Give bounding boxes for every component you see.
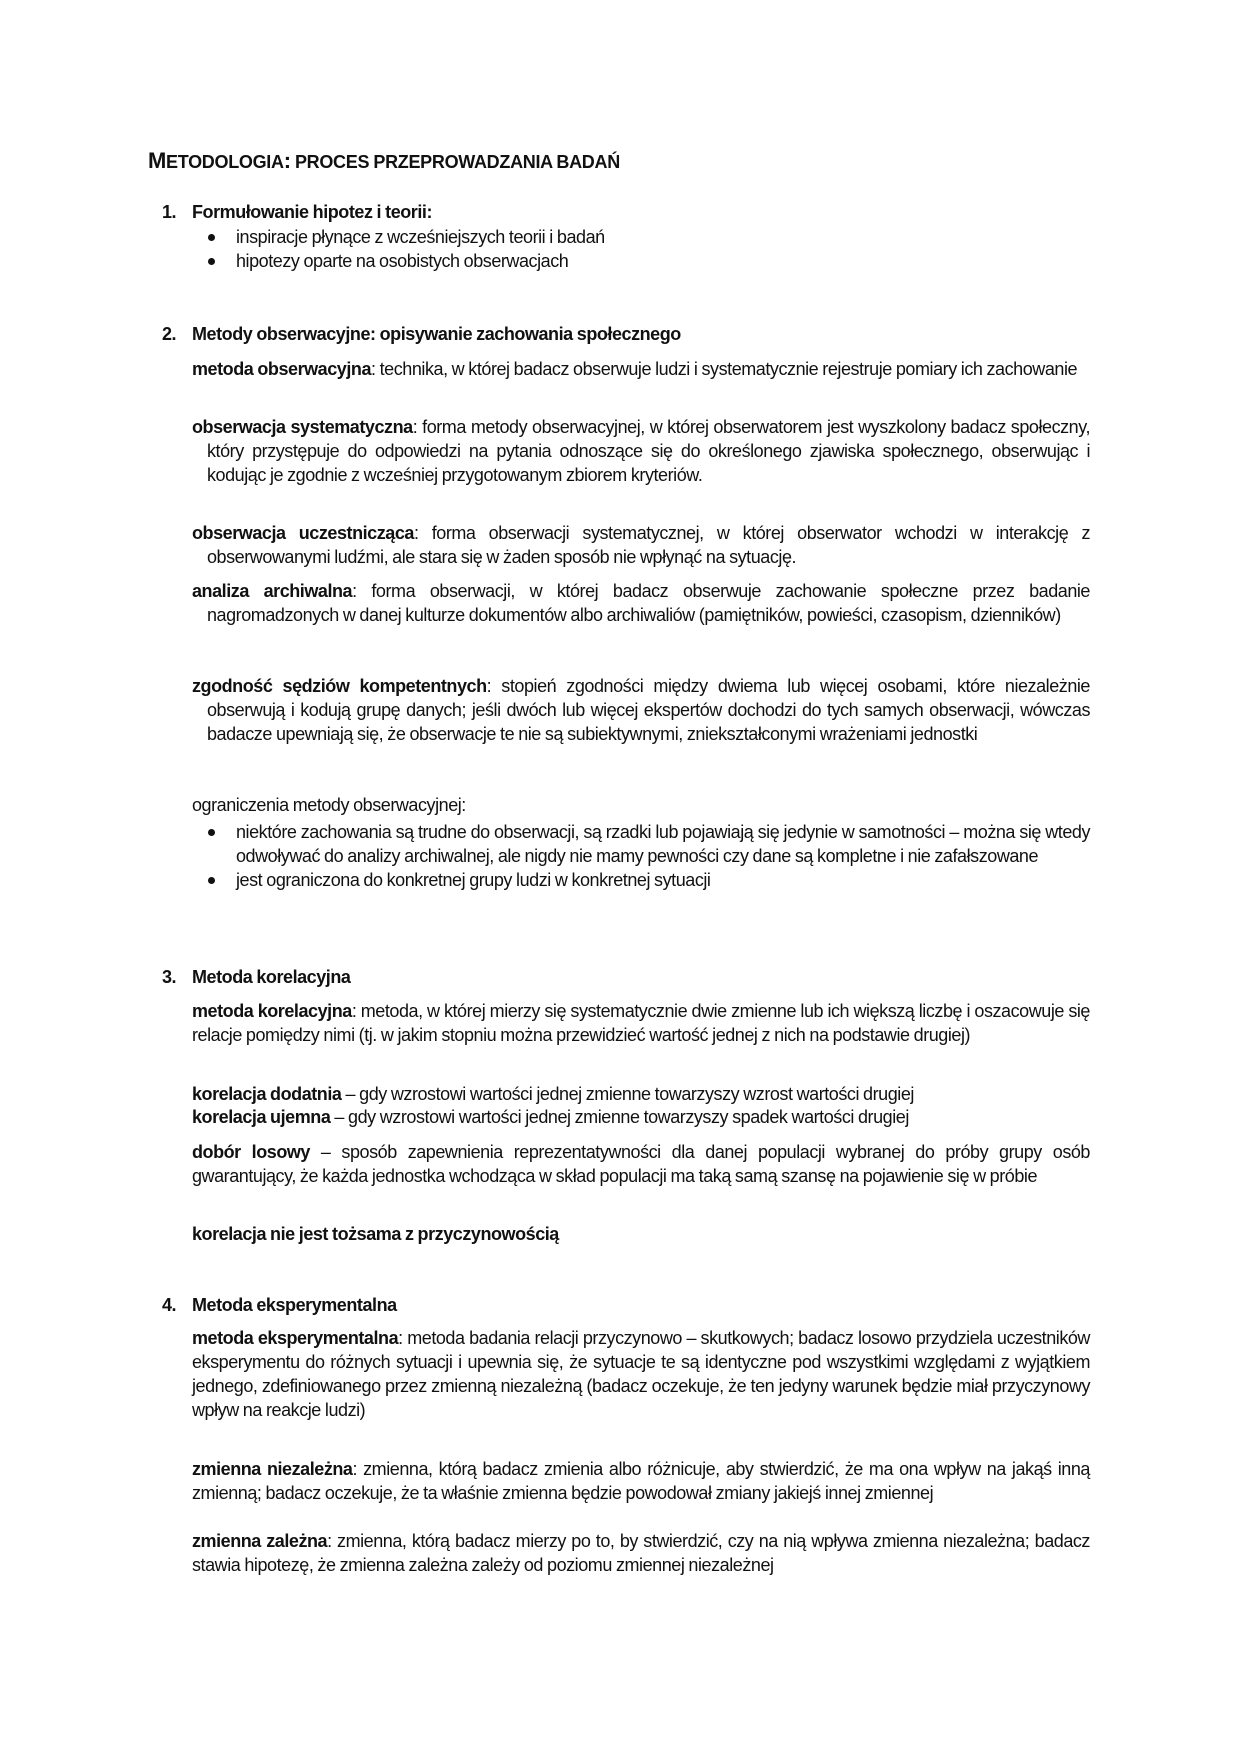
definition-term: metoda obserwacyjna: [192, 359, 372, 379]
definition: [192, 579, 1090, 627]
title-part: ETODOLOGIA: [166, 152, 284, 172]
section-heading-3: [162, 965, 350, 989]
definition-term: analiza archiwalna: [192, 581, 353, 601]
definition: [192, 1457, 1090, 1505]
section-heading-4: [162, 1293, 397, 1317]
section-number: 1.: [162, 202, 177, 222]
definition: [192, 1105, 1090, 1129]
definition-text: : zmienna, którą badacz mierzy po to, by stwierdzić, czy na nią wpływa zmienna niezależna; badacz stawia hipotezę, że zmienna zależna zależy od poziomu zmiennej niezależnej: [192, 1531, 1090, 1575]
definition-text: : forma metody obserwacyjnej, w której obserwatorem jest wyszkolony badacz społeczny, który przystępuje do odpowiedzi na pytania odnoszące się do określonego zjawiska społecznego, obserwując i kodując je zgodnie z wcześniej przygotowanym zbiorem kryteriów.: [207, 417, 1090, 485]
definition-text: : technika, w której badacz obserwuje ludzi i systematycznie rejestruje pomiary ich zachowanie: [371, 359, 1078, 379]
note-text: korelacja nie jest tożsama z przyczynowością: [192, 1224, 559, 1244]
page-title: [148, 149, 620, 174]
definition-text: – gdy wzrostowi wartości jednej zmienne towarzyszy spadek wartości drugiej: [330, 1107, 909, 1127]
title-part: PROCES PRZEPROWADZANIA BADAŃ: [290, 152, 620, 172]
definition-text: : stopień zgodności między dwiema lub więcej osobami, które niezależnie obserwują i kodują grupę danych; jeśli dwóch lub więcej ekspertów dochodzi do tych samych obserwacji, wówczas badacze upewniają się, że obserwacje te nie są subiektywnymi, zniekształconymi wrażeniami jednostki: [207, 676, 1090, 744]
definition-text: – sposób zapewnienia reprezentatywności dla danej populacji wybranej do próby grupy osób gwarantujący, że każda jednostka wchodząca w skład populacji ma taką samą szansę na pojawienie się w próbie: [192, 1142, 1090, 1186]
definition-term: zmienna niezależna: [192, 1459, 353, 1479]
section-number: 4.: [162, 1295, 177, 1315]
list-item: jest ograniczona do konkretnej grupy ludzi w konkretnej sytuacji: [206, 868, 1090, 892]
section-number: 2.: [162, 324, 177, 344]
list-item: niektóre zachowania są trudne do obserwacji, są rzadki lub pojawiają się jedynie w samotności – można się wtedy odwoływać do analizy archiwalnej, ale nigdy nie mamy pewności czy dane są kompletne i nie zafałszowane: [206, 820, 1090, 868]
section-title: Formułowanie hipotez i teorii:: [192, 202, 433, 222]
definition: [192, 1326, 1090, 1422]
bullet-list: [206, 820, 1090, 892]
definition: [192, 521, 1090, 569]
list-item: inspiracje płynące z wcześniejszych teorii i badań: [206, 225, 1090, 249]
definition: [192, 999, 1090, 1047]
definition-term: zmienna zależna: [192, 1531, 328, 1551]
section-heading-2: [162, 322, 681, 346]
section-number: 3.: [162, 967, 177, 987]
limits-label: ograniczenia metody obserwacyjnej:: [192, 795, 466, 815]
definition: [192, 415, 1090, 487]
definition-term: metoda korelacyjna: [192, 1001, 352, 1021]
definition: [192, 1529, 1090, 1577]
list-item: hipotezy oparte na osobistych obserwacjach: [206, 249, 1090, 273]
definition: [192, 357, 1090, 381]
section-title: Metoda korelacyjna: [192, 967, 351, 987]
definition: [192, 1082, 1090, 1106]
definition-term: korelacja dodatnia: [192, 1084, 342, 1104]
section-title: Metody obserwacyjne: opisywanie zachowania społecznego: [192, 324, 681, 344]
note: [192, 1222, 1090, 1246]
definition-term: korelacja ujemna: [192, 1107, 331, 1127]
definition-term: obserwacja systematyczna: [192, 417, 413, 437]
definition-text: : forma obserwacji systematycznej, w której obserwator wchodzi w interakcję z obserwowanymi ludźmi, ale stara się w żaden sposób nie wpłynąć na sytuację.: [207, 523, 1090, 567]
definition-text: : metoda badania relacji przyczynowo – skutkowych; badacz losowo przydziela uczestników eksperymentu do różnych sytuacji i upewnia się, że sytuacje te są identyczne pod wszystkimi względami z wyjątkiem jednego, zdefiniowanego przez zmienną niezależną (badacz oczekuje, że ten jedyny warunek będzie miał przyczynowy wpływ na reakcje ludzi): [192, 1328, 1090, 1420]
definition: [192, 1140, 1090, 1188]
definition-text: : zmienna, którą badacz zmienia albo różnicuje, aby stwierdzić, że ma ona wpływ na jakąś inną zmienną; badacz oczekuje, że ta właśnie zmienna będzie powodował zmiany jakiejś innej zmiennej: [192, 1459, 1090, 1503]
definition-term: dobór losowy: [192, 1142, 310, 1162]
title-initial: M: [148, 148, 167, 173]
definition-text: : forma obserwacji, w której badacz obserwuje zachowanie społeczne przez badanie nagromadzonych w danej kulturze dokumentów albo archiwaliów (pamiętników, powieści, czasopism, dzienników): [207, 581, 1090, 625]
definition-text: – gdy wzrostowi wartości jednej zmienne towarzyszy wzrost wartości drugiej: [341, 1084, 914, 1104]
definition-term: metoda eksperymentalna: [192, 1328, 399, 1348]
bullet-list: [206, 225, 1090, 273]
definition-term: obserwacja uczestnicząca: [192, 523, 414, 543]
section-heading-1: [162, 200, 432, 224]
section-title: Metoda eksperymentalna: [192, 1295, 397, 1315]
definition-term: zgodność sędziów kompetentnych: [192, 676, 487, 696]
title-colon: :: [283, 148, 291, 173]
definition-text: : metoda, w której mierzy się systematycznie dwie zmienne lub ich większą liczbę i oszacowuje się relacje pomiędzy nimi (tj. w jakim stopniu można przewidzieć wartość jednej z nich na podstawie drugiej): [192, 1001, 1090, 1045]
definition: [192, 674, 1090, 746]
